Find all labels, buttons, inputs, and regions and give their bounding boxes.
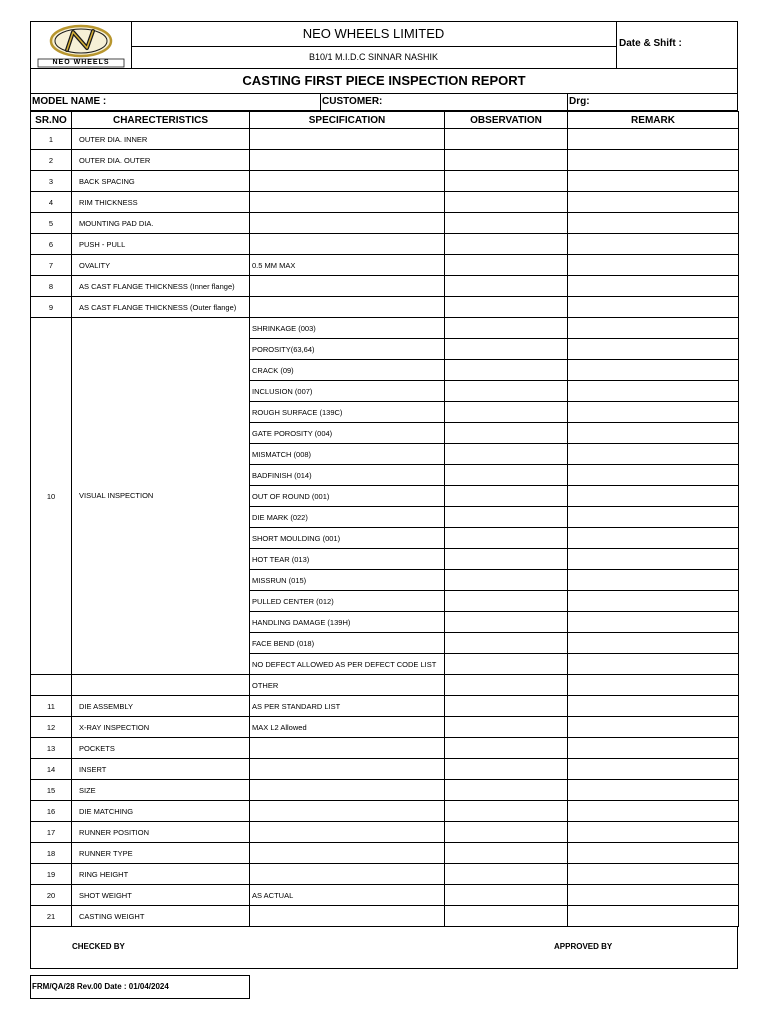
defect-spec-cell: SHRINKAGE (003) xyxy=(250,318,445,339)
sr-no-cell: 10 xyxy=(31,318,72,675)
remark-cell[interactable] xyxy=(568,486,739,507)
observation-cell[interactable] xyxy=(445,633,568,654)
sr-no-cell: 11 xyxy=(31,696,72,717)
characteristic-cell: POCKETS xyxy=(72,738,250,759)
sr-no-cell: 16 xyxy=(31,801,72,822)
remark-cell[interactable] xyxy=(568,738,739,759)
observation-cell[interactable] xyxy=(445,822,568,843)
observation-cell[interactable] xyxy=(445,318,568,339)
table-row xyxy=(31,171,739,192)
characteristic-cell: PUSH - PULL xyxy=(72,234,250,255)
table-row xyxy=(31,696,739,717)
remark-cell[interactable] xyxy=(568,801,739,822)
column-header: OBSERVATION xyxy=(445,112,568,129)
remark-cell[interactable] xyxy=(568,570,739,591)
remark-cell[interactable] xyxy=(568,276,739,297)
table-row xyxy=(31,780,739,801)
checked-by-label: CHECKED BY xyxy=(72,942,125,951)
sr-no-cell: 18 xyxy=(31,843,72,864)
characteristic-cell: OVALITY xyxy=(72,255,250,276)
characteristic-cell: SIZE xyxy=(72,780,250,801)
approved-by-label: APPROVED BY xyxy=(554,942,613,951)
sr-no-cell: 8 xyxy=(31,276,72,297)
column-header: REMARK xyxy=(568,112,739,129)
remark-cell[interactable] xyxy=(568,612,739,633)
sr-no-cell: 5 xyxy=(31,213,72,234)
observation-cell[interactable] xyxy=(445,339,568,360)
observation-cell[interactable] xyxy=(445,423,568,444)
specification-cell xyxy=(250,780,445,801)
date-shift-field[interactable]: Date & Shift : xyxy=(616,22,739,68)
specification-cell xyxy=(250,906,445,927)
observation-cell[interactable] xyxy=(445,507,568,528)
observation-cell[interactable] xyxy=(445,570,568,591)
characteristic-cell: RIM THICKNESS xyxy=(72,192,250,213)
observation-cell[interactable] xyxy=(445,696,568,717)
table-row xyxy=(31,297,739,318)
table-row xyxy=(31,885,739,906)
observation-cell[interactable] xyxy=(445,486,568,507)
remark-cell[interactable] xyxy=(568,234,739,255)
observation-cell[interactable] xyxy=(445,843,568,864)
defect-spec-cell: PULLED CENTER (012) xyxy=(250,591,445,612)
specification-cell xyxy=(250,801,445,822)
table-row xyxy=(31,801,739,822)
sr-no-cell: 4 xyxy=(31,192,72,213)
observation-cell[interactable] xyxy=(445,150,568,171)
characteristic-cell: AS CAST FLANGE THICKNESS (Inner flange) xyxy=(72,276,250,297)
inspection-table xyxy=(30,111,739,927)
observation-cell[interactable] xyxy=(445,192,568,213)
table-row xyxy=(31,717,739,738)
remark-cell[interactable] xyxy=(568,255,739,276)
observation-cell[interactable] xyxy=(445,213,568,234)
table-row xyxy=(31,738,739,759)
characteristic-cell: CASTING WEIGHT xyxy=(72,906,250,927)
sr-no-cell: 9 xyxy=(31,297,72,318)
characteristic-cell: INSERT xyxy=(72,759,250,780)
company-logo xyxy=(31,22,132,68)
meta-row xyxy=(30,94,738,111)
table-body xyxy=(31,129,739,927)
form-footer: FRM/QA/28 Rev.00 Date : 01/04/2024 xyxy=(30,975,250,999)
observation-cell[interactable] xyxy=(445,528,568,549)
table-row xyxy=(31,759,739,780)
specification-cell xyxy=(250,759,445,780)
remark-cell[interactable] xyxy=(568,171,739,192)
remark-cell[interactable] xyxy=(568,318,739,339)
defect-spec-cell: GATE POROSITY (004) xyxy=(250,423,445,444)
specification-cell: 0.5 MM MAX xyxy=(250,255,445,276)
sr-no-cell: 2 xyxy=(31,150,72,171)
observation-cell[interactable] xyxy=(445,717,568,738)
remark-cell[interactable] xyxy=(568,654,739,675)
observation-cell[interactable] xyxy=(445,297,568,318)
company-name: NEO WHEELS LIMITED xyxy=(131,22,616,47)
observation-cell[interactable] xyxy=(445,276,568,297)
table-row xyxy=(31,843,739,864)
table-row xyxy=(31,234,739,255)
defect-spec-cell: HOT TEAR (013) xyxy=(250,549,445,570)
remark-cell[interactable] xyxy=(568,402,739,423)
specification-cell xyxy=(250,738,445,759)
observation-cell[interactable] xyxy=(445,906,568,927)
characteristic-cell: AS CAST FLANGE THICKNESS (Outer flange) xyxy=(72,297,250,318)
specification-cell xyxy=(250,276,445,297)
remark-cell[interactable] xyxy=(568,381,739,402)
observation-cell[interactable] xyxy=(445,864,568,885)
specification-cell xyxy=(250,171,445,192)
specification-cell xyxy=(250,234,445,255)
specification-cell xyxy=(250,864,445,885)
observation-cell[interactable] xyxy=(445,360,568,381)
defect-spec-cell: BADFINISH (014) xyxy=(250,465,445,486)
characteristic-cell: OUTER DIA. INNER xyxy=(72,129,250,150)
specification-cell xyxy=(250,150,445,171)
observation-cell[interactable] xyxy=(445,444,568,465)
signature-row xyxy=(30,927,738,969)
sr-no-cell: 20 xyxy=(31,885,72,906)
characteristic-cell: SHOT WEIGHT xyxy=(72,885,250,906)
sr-no-cell: 19 xyxy=(31,864,72,885)
observation-cell[interactable] xyxy=(445,780,568,801)
remark-cell[interactable] xyxy=(568,675,739,696)
remark-cell[interactable] xyxy=(568,759,739,780)
sr-no-cell xyxy=(31,675,72,696)
table-row xyxy=(31,864,739,885)
characteristic-cell: DIE MATCHING xyxy=(72,801,250,822)
remark-cell[interactable] xyxy=(568,822,739,843)
table-row xyxy=(31,318,739,339)
model-name-field[interactable]: MODEL NAME : xyxy=(31,94,321,110)
remark-cell[interactable] xyxy=(568,192,739,213)
specification-cell xyxy=(250,213,445,234)
table-row xyxy=(31,129,739,150)
remark-cell[interactable] xyxy=(568,549,739,570)
specification-cell: AS ACTUAL xyxy=(250,885,445,906)
specification-cell xyxy=(250,297,445,318)
specification-cell xyxy=(250,129,445,150)
characteristic-cell: RUNNER TYPE xyxy=(72,843,250,864)
characteristic-cell xyxy=(72,675,250,696)
remark-cell[interactable] xyxy=(568,864,739,885)
observation-cell[interactable] xyxy=(445,738,568,759)
column-header: SPECIFICATION xyxy=(250,112,445,129)
defect-spec-cell: CRACK (09) xyxy=(250,360,445,381)
defect-spec-cell: POROSITY(63,64) xyxy=(250,339,445,360)
inspection-sheet xyxy=(30,21,738,991)
table-row xyxy=(31,213,739,234)
defect-spec-cell: SHORT MOULDING (001) xyxy=(250,528,445,549)
customer-field[interactable]: CUSTOMER: xyxy=(321,94,568,110)
observation-cell[interactable] xyxy=(445,171,568,192)
remark-cell[interactable] xyxy=(568,150,739,171)
remark-cell[interactable] xyxy=(568,696,739,717)
table-row xyxy=(31,276,739,297)
sr-no-cell: 7 xyxy=(31,255,72,276)
remark-cell[interactable] xyxy=(568,213,739,234)
sr-no-cell: 6 xyxy=(31,234,72,255)
remark-cell[interactable] xyxy=(568,423,739,444)
remark-cell[interactable] xyxy=(568,885,739,906)
column-header: SR.NO xyxy=(31,112,72,129)
table-row xyxy=(31,822,739,843)
table-row xyxy=(31,675,739,696)
observation-cell[interactable] xyxy=(445,612,568,633)
sr-no-cell: 12 xyxy=(31,717,72,738)
remark-cell[interactable] xyxy=(568,129,739,150)
sr-no-cell: 21 xyxy=(31,906,72,927)
remark-cell[interactable] xyxy=(568,465,739,486)
report-title: CASTING FIRST PIECE INSPECTION REPORT xyxy=(30,68,738,94)
observation-cell[interactable] xyxy=(445,759,568,780)
characteristic-cell: RING HEIGHT xyxy=(72,864,250,885)
remark-cell[interactable] xyxy=(568,507,739,528)
defect-spec-cell: INCLUSION (007) xyxy=(250,381,445,402)
defect-spec-cell: MISSRUN (015) xyxy=(250,570,445,591)
sr-no-cell: 14 xyxy=(31,759,72,780)
remark-cell[interactable] xyxy=(568,528,739,549)
observation-cell[interactable] xyxy=(445,402,568,423)
characteristic-cell: MOUNTING PAD DIA. xyxy=(72,213,250,234)
remark-cell[interactable] xyxy=(568,444,739,465)
remark-cell[interactable] xyxy=(568,633,739,654)
remark-cell[interactable] xyxy=(568,360,739,381)
company-address: B10/1 M.I.D.C SINNAR NASHIK xyxy=(308,52,439,62)
characteristic-cell: X-RAY INSPECTION xyxy=(72,717,250,738)
defect-spec-cell: HANDLING DAMAGE (139H) xyxy=(250,612,445,633)
characteristic-cell: RUNNER POSITION xyxy=(72,822,250,843)
defect-spec-cell: DIE MARK (022) xyxy=(250,507,445,528)
observation-cell[interactable] xyxy=(445,675,568,696)
defect-spec-cell: MISMATCH (008) xyxy=(250,444,445,465)
characteristic-cell: BACK SPACING xyxy=(72,171,250,192)
observation-cell[interactable] xyxy=(445,549,568,570)
defect-spec-cell: ROUGH SURFACE (139C) xyxy=(250,402,445,423)
sr-no-cell: 3 xyxy=(31,171,72,192)
sr-no-cell: 15 xyxy=(31,780,72,801)
observation-cell[interactable] xyxy=(445,465,568,486)
remark-cell[interactable] xyxy=(568,843,739,864)
other-spec-cell: OTHER xyxy=(250,675,445,696)
remark-cell[interactable] xyxy=(568,906,739,927)
observation-cell[interactable] xyxy=(445,255,568,276)
remark-cell[interactable] xyxy=(568,717,739,738)
sr-no-cell: 17 xyxy=(31,822,72,843)
remark-cell[interactable] xyxy=(568,780,739,801)
characteristic-cell: VISUAL INSPECTION xyxy=(72,318,250,675)
table-row xyxy=(31,906,739,927)
observation-cell[interactable] xyxy=(445,885,568,906)
observation-cell[interactable] xyxy=(445,381,568,402)
defect-spec-cell: OUT OF ROUND (001) xyxy=(250,486,445,507)
logo-wordmark: NEO WHEELS xyxy=(52,59,110,66)
specification-cell xyxy=(250,192,445,213)
remark-cell[interactable] xyxy=(568,297,739,318)
defect-spec-cell: NO DEFECT ALLOWED AS PER DEFECT CODE LIST xyxy=(250,654,445,675)
sr-no-cell: 1 xyxy=(31,129,72,150)
observation-cell[interactable] xyxy=(445,801,568,822)
specification-cell xyxy=(250,843,445,864)
sr-no-cell: 13 xyxy=(31,738,72,759)
specification-cell xyxy=(250,822,445,843)
defect-spec-cell: FACE BEND (018) xyxy=(250,633,445,654)
remark-cell[interactable] xyxy=(568,591,739,612)
table-row xyxy=(31,192,739,213)
characteristic-cell: OUTER DIA. OUTER xyxy=(72,150,250,171)
observation-cell[interactable] xyxy=(445,654,568,675)
header-block xyxy=(30,21,738,68)
table-header-row xyxy=(31,112,739,129)
observation-cell[interactable] xyxy=(445,129,568,150)
observation-cell[interactable] xyxy=(445,591,568,612)
drg-field[interactable]: Drg: xyxy=(569,96,590,107)
specification-cell: MAX L2 Allowed xyxy=(250,717,445,738)
specification-cell: AS PER STANDARD LIST xyxy=(250,696,445,717)
table-row xyxy=(31,150,739,171)
table-row xyxy=(31,255,739,276)
characteristic-cell: DIE ASSEMBLY xyxy=(72,696,250,717)
observation-cell[interactable] xyxy=(445,234,568,255)
remark-cell[interactable] xyxy=(568,339,739,360)
column-header: CHARECTERISTICS xyxy=(72,112,250,129)
